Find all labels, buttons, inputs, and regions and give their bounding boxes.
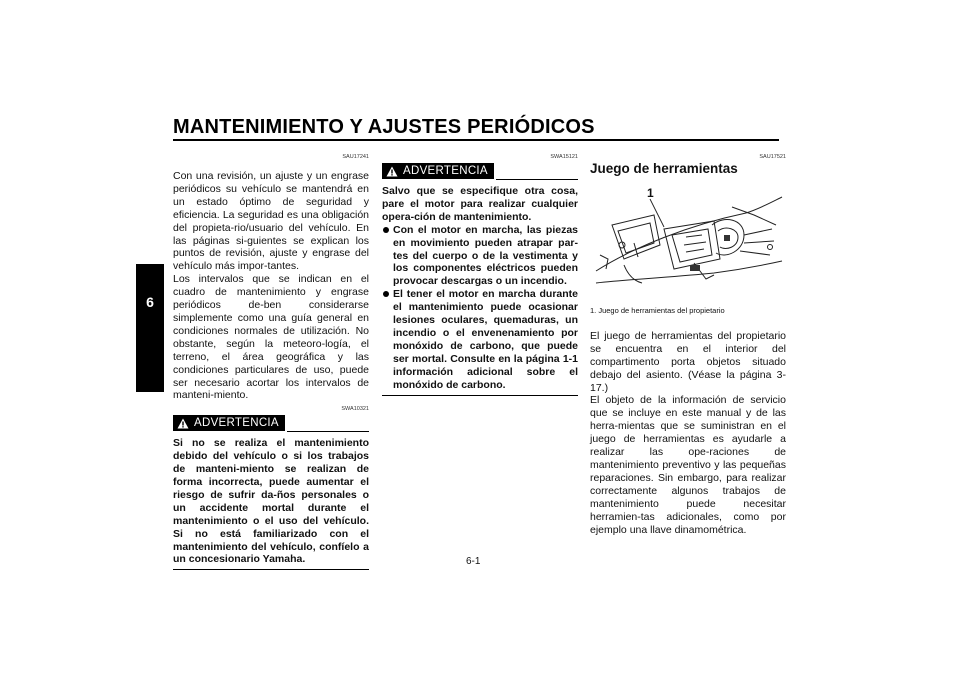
figure-caption: 1. Juego de herramientas del propietario (590, 306, 725, 315)
warning-label-box (382, 163, 494, 179)
column-1 (173, 153, 369, 570)
warning-triangle-icon (177, 418, 189, 429)
chapter-number: 6 (146, 294, 154, 310)
warning-bullet: Con el motor en marcha, las piezas en movimiento pueden atrapar par-tes del cuerpo o de la vestimenta y los componentes eléctricos pueden provocar descargas o un incendio. (382, 224, 578, 289)
warning-intro: Salvo que se especifique otra cosa, pare el motor para realizar cualquier opera-ción de mantenimiento. (382, 185, 578, 223)
intro-paragraph-2: Los intervalos que se indican en el cuadro de mantenimiento y engrase periódicos de-ben considerarse simplemente como una guía general en condiciones normales de utilización. No obstante, según la meteoro-logía, el terreno, el área geográfica y las condiciones particulares de uso, puede ser necesario acortar los intervalos de manteni-miento. (173, 273, 369, 402)
warning-header (173, 415, 369, 433)
chapter-tab (136, 264, 164, 392)
warning-code: SWA15121 (550, 154, 578, 160)
body-paragraph-1: El juego de herramientas del propietario se encuentra en el interior del compartimento porta objetos situado debajo del asiento. (Véase la página 3-17.) (590, 329, 786, 394)
toolkit-illustration (594, 185, 784, 303)
title-rule (173, 139, 779, 141)
warning-header-rule (496, 179, 578, 180)
page-number: 6-1 (466, 556, 481, 567)
warning-label: ADVERTENCIA (403, 165, 488, 177)
warning-code: SWA10321 (341, 406, 369, 413)
section-code: SAU17241 (342, 154, 369, 160)
column-2 (382, 153, 578, 396)
warning-end-rule (382, 395, 578, 396)
warning-header-rule (287, 431, 369, 432)
section-title: Juego de herramientas (590, 161, 738, 176)
toolkit-figure (594, 185, 784, 303)
warning-end-rule (173, 569, 369, 570)
figure-callout: 1 (647, 186, 654, 200)
body-paragraph-2: El objeto de la información de servicio que se incluye en este manual y de las herra-mientas que se suministran en el juego de herramientas es ayudarle a realizar las ope-raciones de mantenimiento preventivo y las pequeñas reparaciones. Sin embargo, para realizar correctamente algunos trabajos de mantenimiento puede necesitar herramien-tas adicionales, como por ejemplo una llave dinamométrica. (590, 394, 786, 536)
warning-bullet: El tener el motor en marcha durante el mantenimiento puede ocasionar lesiones oculares, quemaduras, un incendio o el envenenamiento por monóxido de carbono, que puede ser mortal. Consulte en la página 1-1 información adicional sobre el monóxido de carbono. (382, 288, 578, 391)
warning-triangle-icon (386, 166, 398, 177)
page-title: MANTENIMIENTO Y AJUSTES PERIÓDICOS (173, 116, 595, 138)
column-3 (590, 153, 786, 536)
warning-text: Si no se realiza el mantenimiento debido del vehículo o si los trabajos de manteni-miento se realizan de forma incorrecta, puede aumentar el riesgo de sufrir da-ños personales o un accidente mortal durante el mantenimiento o el uso del vehículo. Si no está familiarizado con el mantenimiento del vehículo, confíelo a un concesionario Yamaha. (173, 437, 369, 566)
warning-label-box (173, 415, 285, 431)
warning-bullet-list (382, 224, 578, 392)
section-code: SAU17521 (759, 154, 786, 160)
warning-header (382, 163, 578, 181)
warning-label: ADVERTENCIA (194, 417, 279, 430)
intro-paragraph-1: Con una revisión, un ajuste y un engrase periódicos su vehículo se mantendrá en un estado óptimo de seguridad y eficiencia. La seguridad es una obligación del propieta-rio/usuario del vehículo. En las páginas si-guientes se explican los puntos de revisión, ajuste y engrase del vehículo más impor-tantes. (173, 170, 369, 273)
